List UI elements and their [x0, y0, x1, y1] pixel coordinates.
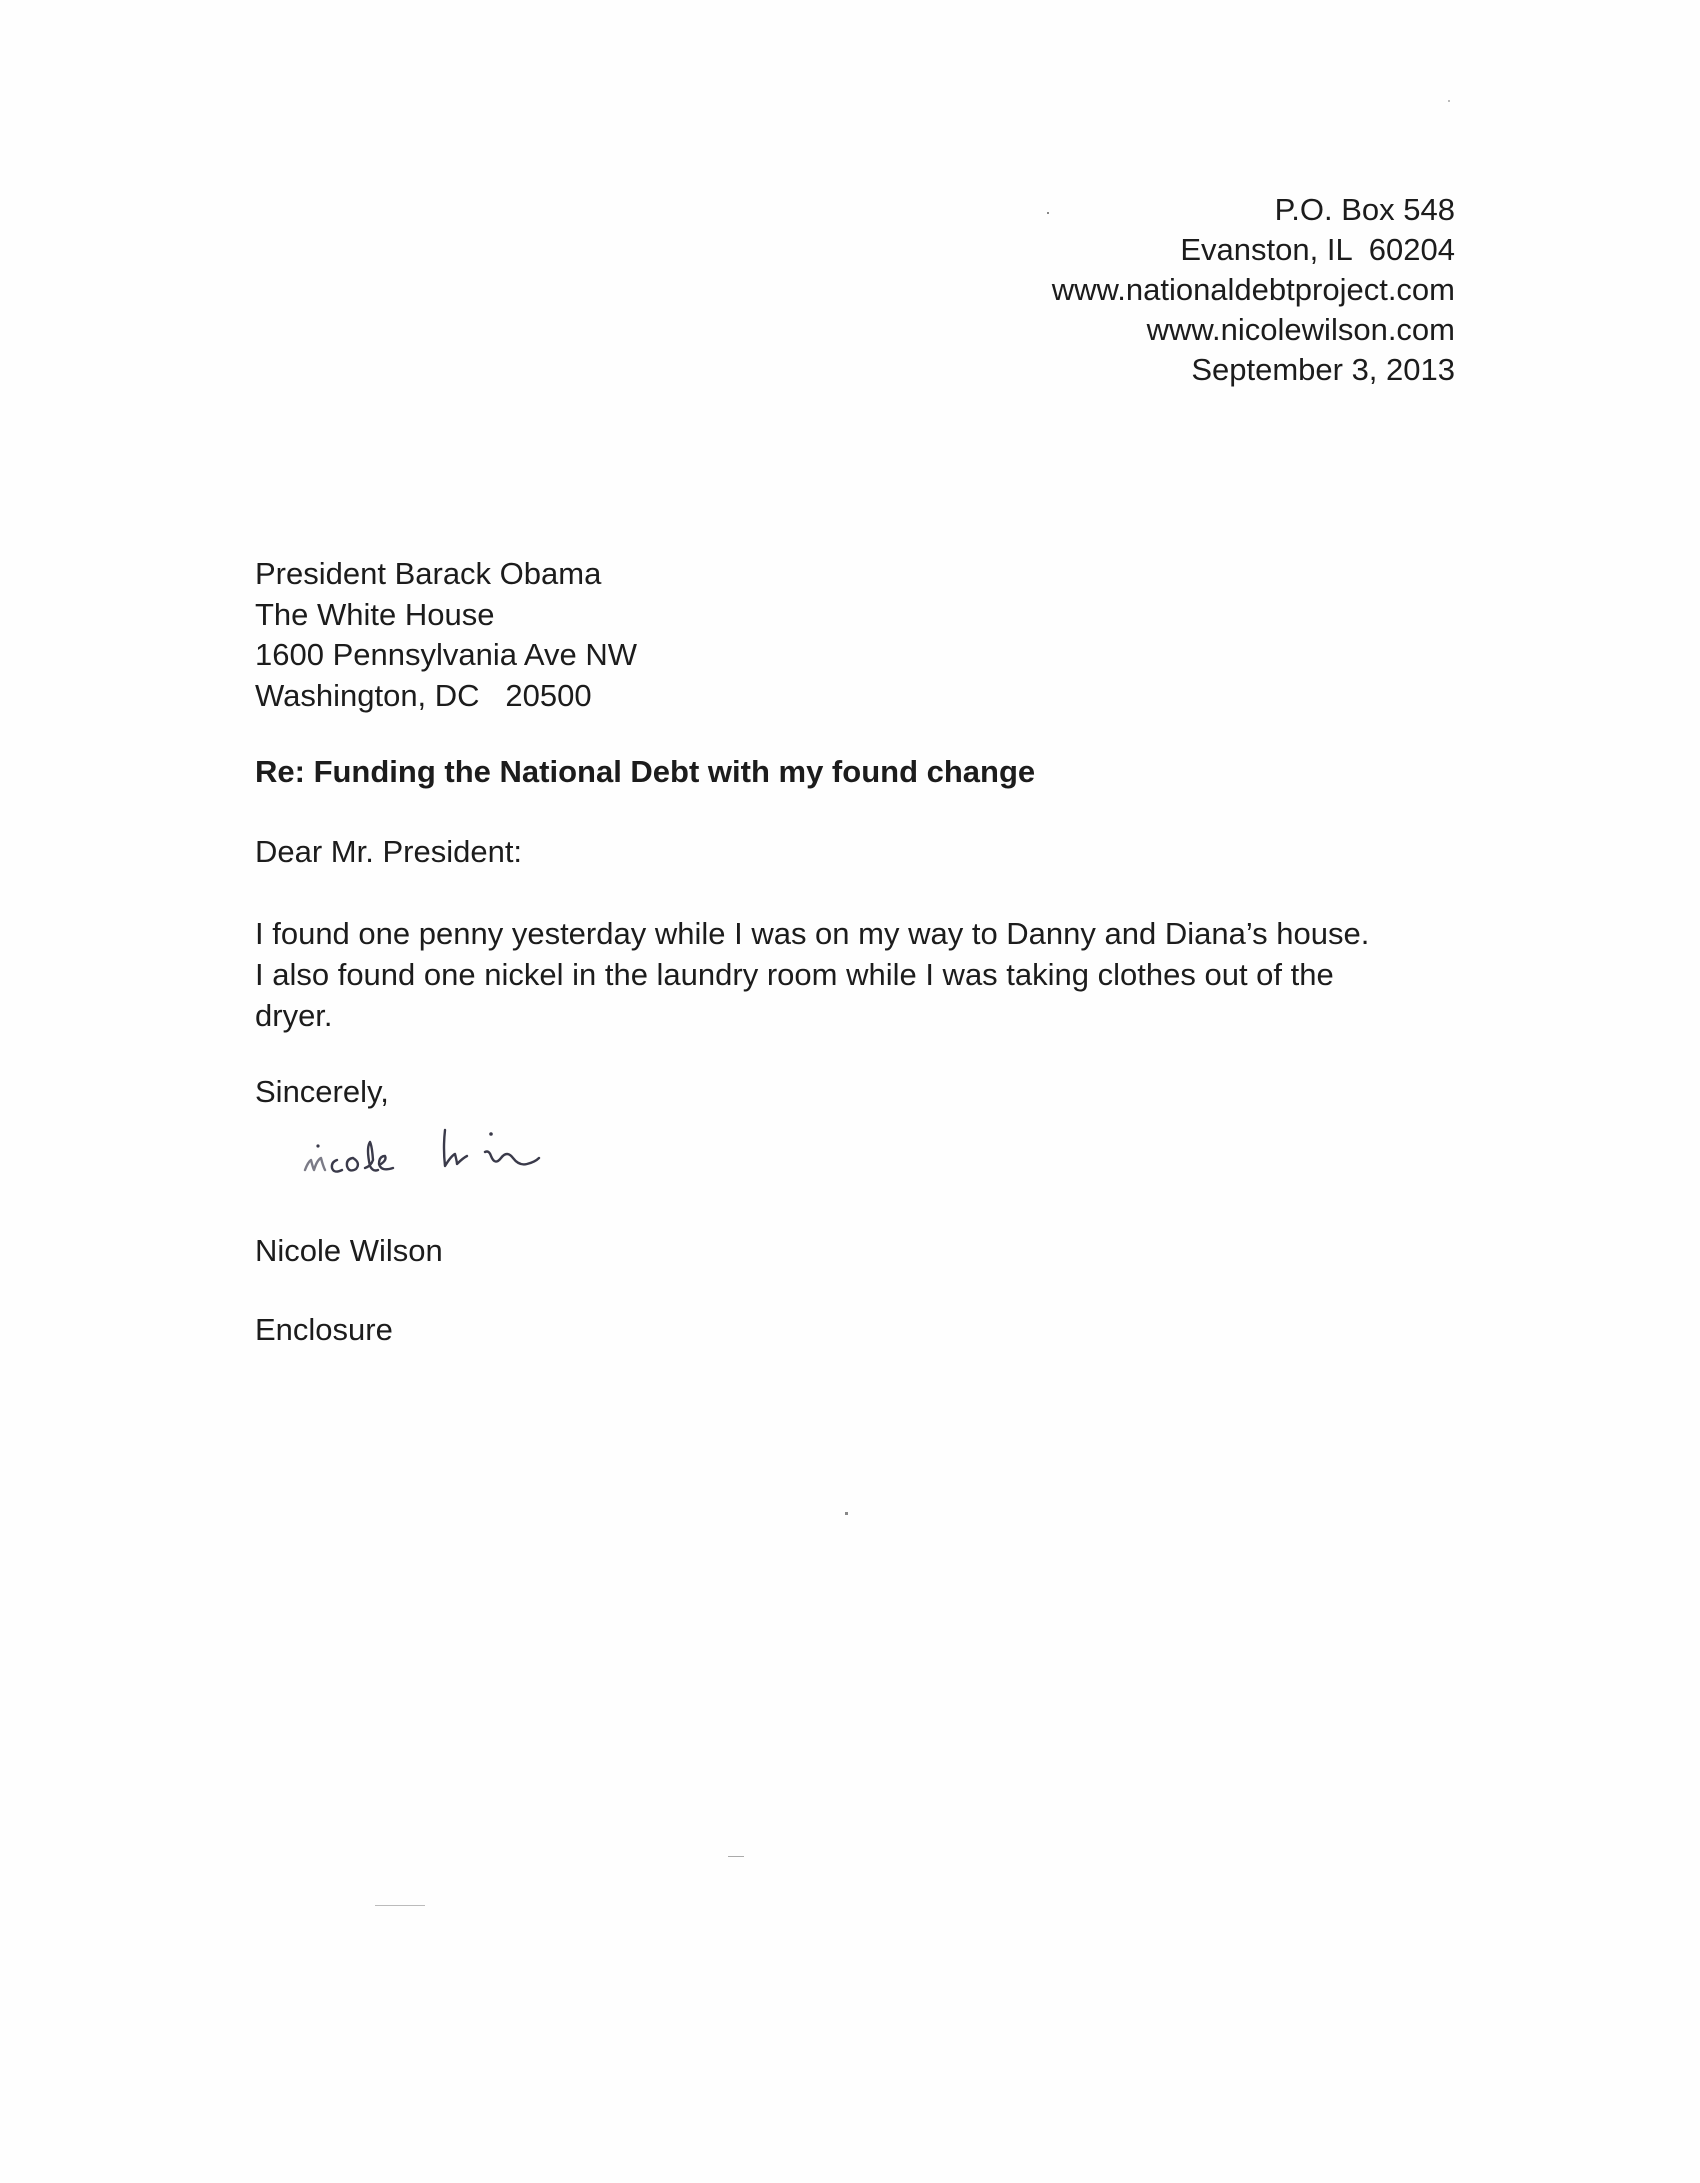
sender-po-box: P.O. Box 548	[1274, 192, 1455, 227]
scan-speck	[1047, 212, 1049, 214]
letter-date: September 3, 2013	[1191, 352, 1455, 387]
sender-address-block	[1052, 190, 1455, 390]
letter-body	[255, 913, 1369, 1036]
recipient-name: President Barack Obama	[255, 556, 602, 591]
recipient-organization: The White House	[255, 596, 495, 632]
handwritten-signature	[295, 1108, 635, 1198]
recipient-city-state-zip: Washington, DC 20500	[255, 677, 592, 713]
enclosure-note: Enclosure	[255, 1312, 393, 1347]
body-line: I also found one nickel in the laundry room while I was taking clothes out of the	[255, 957, 1334, 992]
scan-speck	[845, 1512, 848, 1515]
body-line: I found one penny yesterday while I was on my way to Danny and Diana’s house.	[255, 916, 1370, 951]
scan-speck	[1448, 100, 1450, 102]
salutation: Dear Mr. President:	[255, 834, 523, 869]
sender-website-2: www.nicolewilson.com	[1146, 312, 1455, 347]
signer-name: Nicole Wilson	[255, 1233, 443, 1268]
sender-website-1: www.nationaldebtproject.com	[1051, 272, 1455, 307]
body-line: dryer.	[255, 998, 333, 1033]
recipient-street: 1600 Pennsylvania Ave NW	[255, 637, 637, 672]
subject-line: Re: Funding the National Debt with my found change	[255, 754, 1036, 789]
scan-speck	[728, 1856, 744, 1857]
sender-city-state-zip: Evanston, IL 60204	[1180, 232, 1455, 267]
closing: Sincerely,	[255, 1074, 389, 1109]
recipient-address-block	[255, 554, 637, 716]
scan-speck	[375, 1905, 425, 1906]
